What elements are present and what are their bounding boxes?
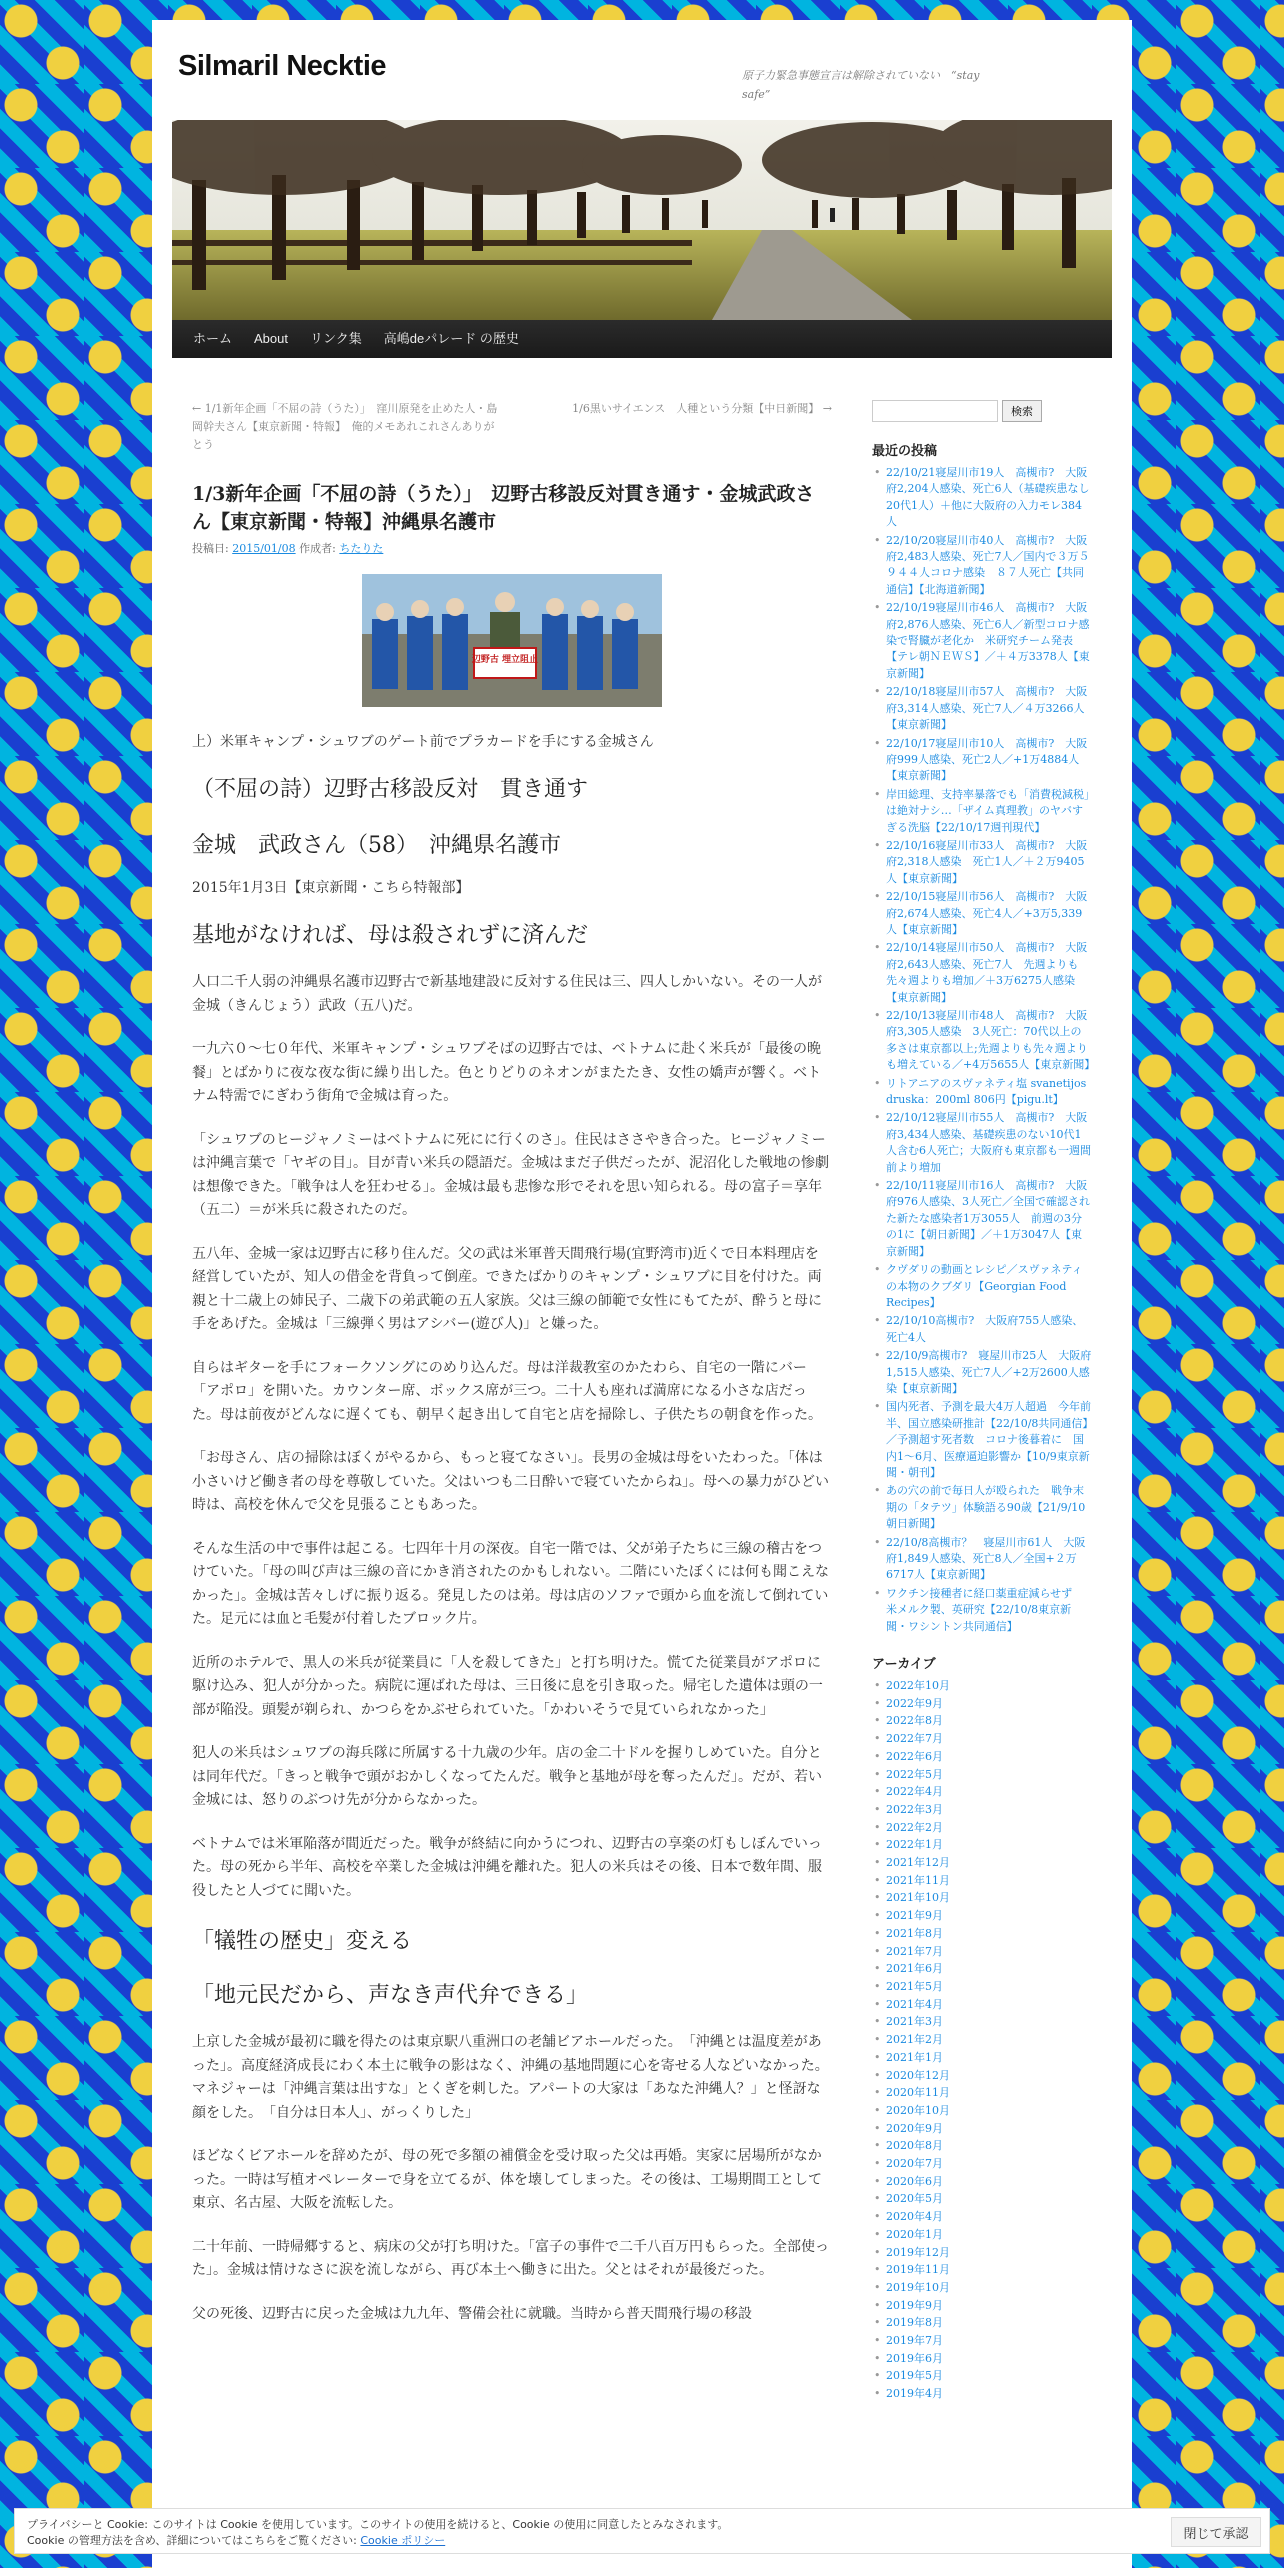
archive-link[interactable]: • 2021年11月	[872, 1873, 1092, 1889]
menu-item-parade-history[interactable]: 高嶋deパレード の歴史	[383, 331, 519, 346]
archive-link[interactable]: • 2022年1月	[872, 1837, 1092, 1853]
post-meta	[192, 540, 832, 556]
article-paragraph: そんな生活の中で事件は起こる。七四年十月の深夜。自宅一階では、父が弟子たちに三線の稽古をつけていた。「母の叫び声は三線の音にかき消されたのかもしれない。二階にいたぼくには何も聞こえなかった」。金城は苦々しげに振り返る。発見したのは弟。母は店のソファで頭から血を流して倒れていた。足元には血と毛髪が付着したブロック片。	[192, 1540, 829, 1627]
recent-post-link[interactable]: • 22/10/15寝屋川市56人 高槻市? 大阪府2,674人感染、死亡4人／+3万5,339人【東京新聞】	[872, 889, 1092, 938]
menu-item-home[interactable]: ホーム	[193, 331, 233, 346]
article-paragraph: ベトナムでは米軍陥落が間近だった。戦争が終結に向かうにつれ、辺野古の享楽の灯もしぼんでいった。母の死から半年、高校を卒業した金城は沖縄を離れた。犯人の米兵はその後、日本で数年間、服役したと人づてに聞いた。	[192, 1835, 822, 1899]
article-paragraph: 上京した金城が最初に職を得たのは東京駅八重洲口の老舗ビアホールだった。 「沖縄とは温度差があった」。高度経済成長にわく本土に戦争の影はなく、沖縄の基地問題に心を寄せる人などいなかった。マネジャーは「沖縄言葉は出すな」とくぎを刺した。アパートの大家は「あなた沖縄人？」と怪訝な顔をした。 「自分は日本人」、がっくりした」	[192, 2034, 829, 2121]
recent-post-link[interactable]: • 22/10/13寝屋川市48人 高槻市? 大阪府3,305人感染 3人死亡：70代以上の多さは東京都以上;先週よりも先々週よりも増えている／+4万5655人【東京新聞】	[872, 1008, 1092, 1074]
recent-post-link[interactable]: • リトアニアのスヴァネティ塩 svanetijos druska：200ml 806円【pigu.lt】	[872, 1076, 1092, 1109]
article-paragraph: 二十年前、一時帰郷すると、病床の父が打ち明けた。「富子の事件で二千八百万円もらった。全部使った」。金城は情けなさに涙を流しながら、再び本土へ働きに出た。父とはそれが最後だった。	[192, 2238, 829, 2278]
article-subheading: 基地がなければ、母は殺されずに済んだ	[192, 923, 589, 948]
archive-link[interactable]: • 2021年4月	[872, 1997, 1092, 2013]
post-title[interactable]: 1/3新年企画「不屈の詩（うた）」 辺野古移設反対貫き通す・金城武政さん【東京新聞・特報】沖縄県名護市	[192, 483, 815, 533]
content	[192, 400, 832, 2326]
archive-link[interactable]: • 2020年6月	[872, 2174, 1092, 2190]
archive-link[interactable]: • 2019年6月	[872, 2351, 1092, 2367]
tree-avenue-image	[172, 120, 1112, 320]
article-source-date: 2015年1月3日【東京新聞・こちら特報部】	[192, 880, 470, 896]
cookie-line-1: プライバシーと Cookie: このサイトは Cookie を使用しています。このサイトの使用を続けると、Cookie の使用に同意したとみなされます。	[27, 2518, 729, 2531]
article-paragraph: 自らはギターを手にフォークソングにのめり込んだ。母は洋裁教室のかたわら、自宅の一階にバー「アポロ」を開いた。カウンター席、ボックス席が三つ。二十人も座れば満席になる小さな店だった。母は前夜がどんなに遅くても、朝早く起き出して自宅と店を掃除し、子供たちの朝食を作った。	[192, 1359, 822, 1423]
archive-link[interactable]: • 2022年7月	[872, 1731, 1092, 1747]
recent-post-link[interactable]: • クヴダリの動画とレシピ／スヴァネティの本物のクブダリ【Georgian Food Recipes】	[872, 1262, 1092, 1311]
article-paragraph: 近所のホテルで、黒人の米兵が従業員に「人を殺してきた」と打ち明けた。慌てた従業員がアポロに駆け込み、犯人が分かった。病院に運ばれた母は、三日後に息を引き取った。帰宅した遺体は頭の一部が陥没。頭髪が剃られ、かつらをかぶせられていた。「かわいそうで見ていられなかった」	[192, 1654, 823, 1718]
recent-post-link[interactable]: • 22/10/12寝屋川市55人 高槻市? 大阪府3,434人感染、基礎疾患のない10代1人含む6人死亡；大阪府も東京都も一週間前より増加	[872, 1110, 1092, 1176]
article-paragraph: ほどなくビアホールを辞めたが、母の死で多額の補償金を受け取った父は再婚。実家に居場所がなかった。一時は写植オペレーターで身を立てるが、体を壊してしまった。その後は、工場期間工として東京、名古屋、大阪を流転した。	[192, 2148, 822, 2211]
archive-link[interactable]: • 2020年10月	[872, 2103, 1092, 2119]
archive-title: アーカイブ	[872, 1657, 936, 1673]
cookie-text	[27, 2517, 927, 2549]
article-person: 金城 武政さん（58） 沖縄県名護市	[192, 833, 561, 858]
recent-post-link[interactable]: • 岸田総理、支持率暴落でも「消費税減税」は絶対ナシ…「ザイム真理教」のヤバすぎる洗脳【22/10/17週刊現代】	[872, 787, 1092, 836]
header-image	[172, 120, 1112, 320]
archive-link[interactable]: • 2019年5月	[872, 2368, 1092, 2384]
main-menu	[172, 320, 1112, 358]
archive-link[interactable]: • 2022年5月	[872, 1767, 1092, 1783]
cookie-accept-button[interactable]: 閉じて承認	[1171, 2517, 1261, 2547]
recent-post-link[interactable]: • 22/10/21寝屋川市19人 高槻市? 大阪府2,204人感染、死亡6人（基礎疾患なし20代1人）＋他に大阪府の入力モレ384人	[872, 465, 1092, 531]
archive-link[interactable]: • 2021年3月	[872, 2014, 1092, 2030]
recent-post-link[interactable]: • あの穴の前で毎日人が殴られた 戦争末期の「タテツ」体験語る90歳【21/9/10朝日新聞】	[872, 1483, 1092, 1532]
archive-link[interactable]: • 2020年7月	[872, 2156, 1092, 2172]
archive-link[interactable]: • 2022年8月	[872, 1713, 1092, 1729]
article-paragraph: 一九六０～七０年代、米軍キャンプ・シュワブそばの辺野古では、ベトナムに赴く米兵が「最後の晩餐」とばかりに夜な夜な街に繰り出した。色とりどりのネオンがまたたき、女性の嬌声が響く。ベトナム特需でにぎわう街角で金城は育った。	[192, 1041, 822, 1104]
archive-link[interactable]: • 2021年2月	[872, 2032, 1092, 2048]
archive-link[interactable]: • 2019年10月	[872, 2280, 1092, 2296]
post-date-link[interactable]: 2015/01/08	[232, 542, 296, 555]
next-post-link[interactable]: 1/6黒いサイエンス 人種という分類【中日新聞】 →	[572, 402, 832, 415]
archive-link[interactable]: • 2021年5月	[872, 1979, 1092, 1995]
archive-link[interactable]: • 2021年1月	[872, 2050, 1092, 2066]
article-heading: （不屈の詩）辺野古移設反対 貫き通す	[192, 777, 589, 802]
archive-link[interactable]: • 2022年9月	[872, 1696, 1092, 1712]
recent-post-link[interactable]: • 22/10/8高槻市？ 寝屋川市61人 大阪府1,849人感染、死亡8人／全国+２万6717人【東京新聞】	[872, 1535, 1092, 1584]
archive-link[interactable]: • 2020年11月	[872, 2085, 1092, 2101]
article-paragraph: 五八年、金城一家は辺野古に移り住んだ。父の武は米軍普天間飛行場(宜野湾市)近くで日本料理店を経営していたが、知人の借金を背負って倒産。できたばかりのキャンプ・シュワブに目を付けた。両親と十二歳上の姉民子、二歳下の弟武範の五人家族。父は三線の師範で女性にもてたが、酔うと母に手をあげた。金城は「三線弾く男はアシバー(遊び人)」と嫌った。	[192, 1245, 822, 1332]
archive-link[interactable]: • 2020年5月	[872, 2191, 1092, 2207]
protest-photo-image	[362, 574, 662, 707]
search-input[interactable]	[872, 400, 998, 422]
article-subheading: 「地元民だから、声なき声代弁できる」	[192, 1983, 589, 2008]
archive-link[interactable]: • 2021年7月	[872, 1944, 1092, 1960]
archive-link[interactable]: • 2020年12月	[872, 2068, 1092, 2084]
recent-post-link[interactable]: • 22/10/11寝屋川市16人 高槻市? 大阪府976人感染、3人死亡／全国で確認された新たな感染者1万3055人 前週の3分の1に【朝日新聞】／＋1万3047人【東京新聞】	[872, 1178, 1092, 1260]
archive-link[interactable]: • 2021年8月	[872, 1926, 1092, 1942]
archive-link[interactable]: • 2022年10月	[872, 1678, 1092, 1694]
sidebar	[872, 400, 1096, 2404]
article-paragraph: 「お母さん、店の掃除はぼくがやるから、もっと寝てなさい」。長男の金城は母をいたわった。「体は小さいけど働き者の母を尊敬していた。父はいつも二日酔いで寝ていたからね」。母への暴力がひどい時は、高校を休んで父を見張ることもあった。	[192, 1450, 829, 1513]
archive-link[interactable]: • 2021年10月	[872, 1890, 1092, 1906]
menu-item-links[interactable]: リンク集	[310, 331, 362, 346]
recent-post-link[interactable]: • 22/10/19寝屋川市46人 高槻市? 大阪府2,876人感染、死亡6人／新型コロナ感染で腎臓が老化か 米研究チーム発表【テレ朝ＮＥＷＳ】／＋４万3378人【東京新聞】	[872, 600, 1092, 682]
posted-on-label: 投稿日:	[192, 542, 229, 555]
page	[152, 20, 1132, 2568]
recent-post-link[interactable]: • 22/10/18寝屋川市57人 高槻市? 大阪府3,314人感染、死亡7人／４万3266人【東京新聞】	[872, 684, 1092, 733]
site-header	[152, 20, 1132, 120]
article-paragraph: 犯人の米兵はシュワブの海兵隊に所属する十九歳の少年。店の金二十ドルを握りしめていた。自分とは同年代だ。「きっと戦争で頭がおかしくなってたんだ。戦争と基地が母を奪ったんだ」。だが、若い金城には、怒りのぶつけ先が分からなかった。	[192, 1745, 822, 1808]
author-label: 作成者:	[299, 542, 336, 555]
search-form	[872, 400, 1092, 422]
archive-link[interactable]: • 2019年8月	[872, 2315, 1092, 2331]
placard-text: 辺野古 埋立阻止	[471, 655, 539, 665]
archive-link[interactable]: • 2019年7月	[872, 2333, 1092, 2349]
archive-link[interactable]: • 2020年4月	[872, 2209, 1092, 2225]
cookie-banner	[14, 2508, 1270, 2554]
archive-link[interactable]: • 2020年1月	[872, 2227, 1092, 2243]
cookie-line-2	[27, 2533, 927, 2549]
archive-link[interactable]: • 2022年3月	[872, 1802, 1092, 1818]
article-paragraph: 「シュワブのヒージャノミーはベトナムに死にに行くのさ」。住民はささやき合った。ヒージャノミーは沖縄言葉で「ヤギの目」。目が青い米兵の隠語だ。金城はまだ子供だったが、泥沼化した戦地の惨劇は想像できた。「戦争は人を狂わせる」。金城は最も悲惨な形でそれを思い知られる。母の富子＝享年（五二）＝が米兵に殺されたのだ。	[192, 1131, 829, 1218]
archive-link[interactable]: • 2022年2月	[872, 1820, 1092, 1836]
recent-post-link[interactable]: • 22/10/10高槻市? 大阪府755人感染、死亡4人	[872, 1313, 1092, 1346]
recent-post-link[interactable]: • 22/10/9高槻市? 寝屋川市25人 大阪府1,515人感染、死亡7人／+2万2600人感染【東京新聞】	[872, 1348, 1092, 1397]
menu-item-about[interactable]: About	[254, 331, 288, 346]
previous-post-link[interactable]: ← 1/1新年企画「不屈の詩（うた）」 窪川原発を止めた人・島岡幹夫さん【東京新聞・特報】 俺的メモあれこれさんありがとう	[192, 402, 498, 451]
article-subheading: 「犠牲の歴史」変える	[192, 1929, 413, 1954]
recent-post-link[interactable]: • 22/10/16寝屋川市33人 高槻市? 大阪府2,318人感染 死亡1人／＋２万9405人【東京新聞】	[872, 838, 1092, 887]
archive-link[interactable]: • 2019年11月	[872, 2262, 1092, 2278]
cookie-line-2-text: Cookie の管理方法を含め、詳細についてはこちらをご覧ください:	[27, 2534, 361, 2547]
archive-link[interactable]: • 2020年8月	[872, 2138, 1092, 2154]
post-navigation	[192, 400, 832, 454]
search-button[interactable]: 検索	[1002, 400, 1042, 422]
article-photo[interactable]	[362, 574, 662, 707]
article-paragraph: 人口二千人弱の沖縄県名護市辺野古で新基地建設に反対する住民は三、四人しかいない。その一人が金城（きんじょう）武政（五八)だ。	[192, 974, 822, 1014]
archive-link[interactable]: • 2019年4月	[872, 2386, 1092, 2402]
recent-post-link[interactable]: • 国内死者、予測を最大4万人超過 今年前半、国立感染研推計【22/10/8共同通信】／予測超す死者数 コロナ後暮着に 国内1～6月、医療逼迫影響か【10/9東京新聞・朝刊】	[872, 1399, 1092, 1481]
archive-link[interactable]: • 2022年6月	[872, 1749, 1092, 1765]
recent-post-link[interactable]: • ワクチン接種者に経口薬重症減らせず 米メルク製、英研究【22/10/8東京新聞・ワシントン共同通信】	[872, 1586, 1092, 1635]
recent-posts-list	[872, 465, 1096, 1635]
archive-link[interactable]: • 2020年9月	[872, 2121, 1092, 2137]
cookie-policy-link[interactable]: Cookie ポリシー	[360, 2534, 446, 2547]
photo-caption: 上）米軍キャンプ・シュワブのゲート前でプラカードを手にする金城さん	[192, 734, 654, 750]
recent-post-link[interactable]: • 22/10/17寝屋川市10人 高槻市? 大阪府999人感染、死亡2人／+1万4884人【東京新聞】	[872, 736, 1092, 785]
recent-posts-title: 最近の投稿	[872, 444, 938, 459]
archive-link[interactable]: • 2022年4月	[872, 1784, 1092, 1800]
recent-post-link[interactable]: • 22/10/20寝屋川市40人 高槻市? 大阪府2,483人感染、死亡7人／国内で３万５９４４人コロナ感染 ８７人死亡【共同通信】【北海道新聞】	[872, 533, 1092, 599]
recent-post-link[interactable]: • 22/10/14寝屋川市50人 高槻市? 大阪府2,643人感染、死亡7人 先週よりも先々週よりも増加／＋3万6275人感染【東京新聞】	[872, 940, 1092, 1006]
author-link[interactable]: ちたりた	[339, 542, 384, 555]
archive-link[interactable]: • 2019年12月	[872, 2245, 1092, 2261]
article-paragraph: 父の死後、辺野古に戻った金城は九九年、警備会社に就職。当時から普天間飛行場の移設	[192, 2305, 752, 2322]
archive-link[interactable]: • 2019年9月	[872, 2298, 1092, 2314]
site-title[interactable]: Silmaril Necktie	[178, 50, 386, 82]
site-description: 原子力緊急事態宣言は解除されていない “stay safe”	[742, 69, 980, 101]
archive-link[interactable]: • 2021年6月	[872, 1961, 1092, 1977]
archive-list	[872, 1678, 1092, 2403]
archive-link[interactable]: • 2021年12月	[872, 1855, 1092, 1871]
archive-link[interactable]: • 2021年9月	[872, 1908, 1092, 1924]
